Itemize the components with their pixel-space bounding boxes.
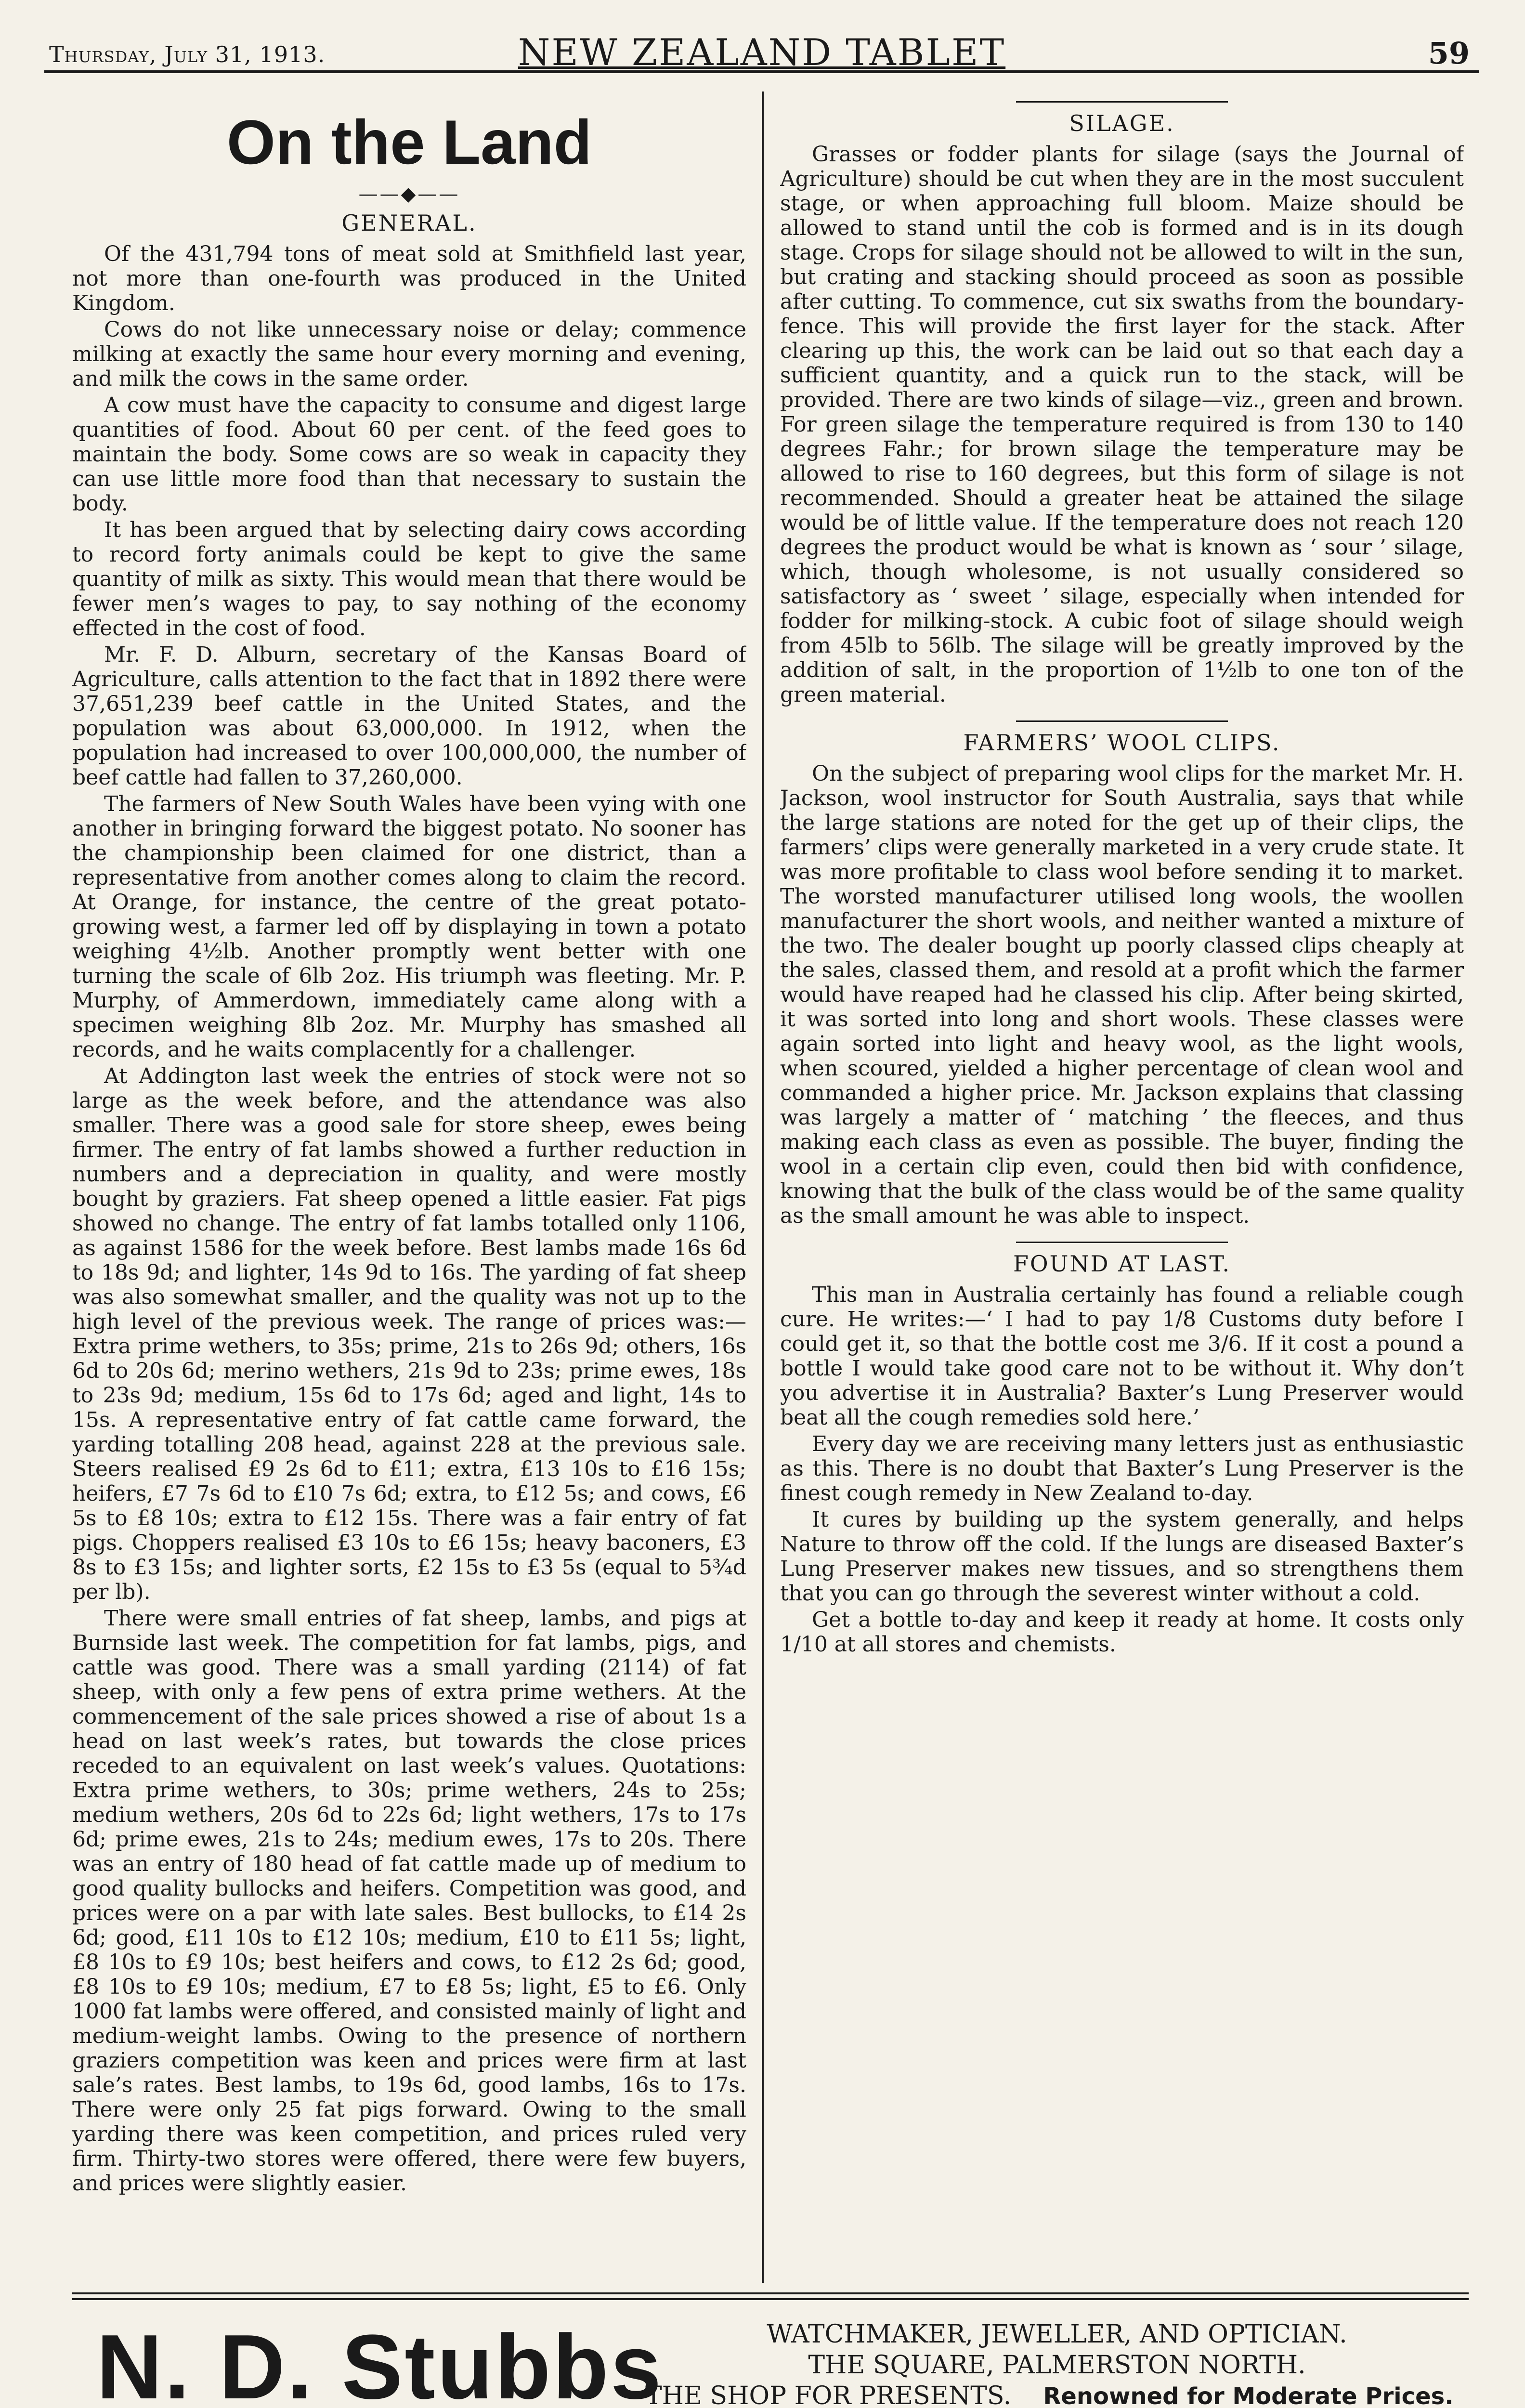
paragraph: This man in Australia certainly has found a reliable cough cure. He writes:—‘ I had to pay 1/8 Customs duty before I could get it, so that the bottle cost me 3/6. If it cost a pound a bottle I would take good care not to be without it. Why don’t you advertise it in Australia? Baxter’s Lung Preserver would beat all the cough remedies sold here.’	[780, 1283, 1464, 1430]
paragraph: Every day we are receiving many letters just as enthusiastic as this. There is no doubt that Baxter’s Lung Preserver is the finest cough remedy in New Zealand to-day.	[780, 1432, 1464, 1505]
advert-tagline: Renowned for Moderate Prices.	[1043, 2383, 1454, 2408]
paragraph: The farmers of New South Wales have been vying with one another in bringing forward the biggest potato. No sooner has the championship been claimed for one district, than a representative from another comes along to claim the record. At Orange, for instance, the centre of the great potato-growing west, a farmer led off by displaying in town a potato weighing 4½lb. Another promptly went better with one turning the scale of 6lb 2oz. His triumph was fleeting. Mr. P. Murphy, of Ammerdown, immediately came along with a specimen weighing 8lb 2oz. Mr. Murphy has smashed all records, and he waits complacently for a challenger.	[72, 792, 746, 1062]
paragraph: On the subject of preparing wool clips for the market Mr. H. Jackson, wool instructor for South Australia, says that while the large stations are noted for the get up of their clips, the farmers’ clips were generally marketed in a very crude state. It was more profitable to class wool before sending it to market. The worsted manufacturer utilised long wools, the woollen manufacturer the short wools, and neither wanted a mixture of the two. The dealer bought up poorly classed clips cheaply at the sales, classed them, and resold at a profit which the farmer would have reaped had he classed his clip. After being skirted, it was sorted into long and short wools. These classes were again sorted into light and heavy wool, as the light wools, when scoured, yielded a higher percentage of clean wool and commanded a higher price. Mr. Jackson explains that classing was largely a matter of ‘ matching ’ the fleeces, and thus making each class as even as possible. The buyer, finding the wool in a certain clip even, could then bid with confidence, knowing that the bulk of the class would be of the same quality as the small amount he was able to inspect.	[780, 761, 1464, 1228]
paragraph: Grasses or fodder plants for silage (says the Journal of Agriculture) should be cut when they are in the most succulent stage, or when approaching full bloom. Maize should be allowed to stand until the cob is formed and is in its dough stage. Crops for silage should not be allowed to wilt in the sun, but crating and stacking should proceed as soon as possible after cutting. To commence, cut six swaths from the boundary-fence. This will provide the first layer for the stack. After clearing up this, the work can be laid out so that each day a sufficient quantity, and a quick run to the stack, will be provided. There are two kinds of silage—viz., green and brown. For green silage the temperature required is from 130 to 140 degrees Fahr.; for brown silage the temperature may be allowed to rise to 160 degrees, but this form of silage is not recommended. Should a greater heat be attained the silage would be of little value. If the temperature does not reach 120 degrees the product would be what is known as ‘ sour ’ silage, which, though wholesome, is not usually considered so satisfactory as ‘ sweet ’ silage, especially when intended for fodder for milking-stock. A cubic foot of silage should weigh from 45lb to 56lb. The silage will be greatly improved by the addition of salt, in the proportion of 1½lb to one ton of the green material.	[780, 142, 1464, 707]
advert-name: N. D. Stubbs	[96, 2316, 664, 2408]
paragraph: There were small entries of fat sheep, lambs, and pigs at Burnside last week. The competition for fat lambs, pigs, and cattle was good. There was a small yarding (2114) of fat sheep, with only a few pens of extra prime wethers. At the commencement of the sale prices showed a rise of about 1s a head on last week’s rates, but towards the close prices receded to an equivalent on last week’s values. Quotations: Extra prime wethers, to 30s; prime wethers, 24s to 25s; medium wethers, 20s 6d to 22s 6d; light wethers, 17s to 17s 6d; prime ewes, 21s to 24s; medium ewes, 17s to 20s. There was an entry of 180 head of fat cattle made up of medium to good quality bullocks and heifers. Competition was good, and prices were on a par with late sales. Best bullocks, to £14 2s 6d; good, £11 10s to £12 10s; medium, £10 to £11 5s; light, £8 10s to £9 10s; best heifers and cows, to £12 2s 6d; good, £8 10s to £9 10s; medium, £7 to £8 5s; light, £5 to £6. Only 1000 fat lambs were offered, and consisted mainly of light and medium-weight lambs. Owing to the presence of northern graziers competition was keen and prices were firm at last sale’s rates. Best lambs, to 19s 6d, good lambs, 16s to 17s. There were only 25 fat pigs forward. Owing to the small yarding there was keen competition, and prices ruled very firm. Thirty-two stores were offered, there were few buyers, and prices were slightly easier.	[72, 1606, 746, 2196]
paragraph: At Addington last week the entries of stock were not so large as the week before, and the attendance was also smaller. There was a good sale for store sheep, ewes being firmer. The entry of fat lambs showed a further reduction in numbers and a depreciation in quality, and were mostly bought by graziers. Fat sheep opened a little easier. Fat pigs showed no change. The entry of fat lambs totalled only 1106, as against 1586 for the week before. Best lambs made 16s 6d to 18s 9d; and lighter, 14s 9d to 16s. The yarding of fat sheep was also somewhat smaller, and the quality was not up to the high level of the previous week. The range of prices was:—Extra prime wethers, to 35s; prime, 21s to 26s 9d; others, 16s 6d to 20s 6d; merino wethers, 21s 9d to 23s; prime ewes, 18s to 23s 9d; medium, 15s 6d to 17s 6d; aged and light, 14s to 15s. A representative entry of fat cattle came forward, the yarding totalling 208 head, against 228 at the previous sale. Steers realised £9 2s 6d to £11; extra, £13 10s to £16 15s; heifers, £7 7s 6d to £10 7s 6d; extra, to £12 5s; and cows, £6 5s to £8 10s; extra to £12 15s. There was a fair entry of fat pigs. Choppers realised £3 10s to £6 15s; heavy baconers, £3 8s to £3 15s; and lighter sorts, £2 15s to £3 5s (equal to 5¾d per lb).	[72, 1064, 746, 1604]
section-heading-general: GENERAL.	[341, 210, 477, 236]
paragraph: A cow must have the capacity to consume and digest large quantities of food. About 60 per cent. of the feed goes to maintain the body. Some cows are so weak in capacity they can use little more food than that necessary to sustain the body.	[72, 393, 746, 516]
paragraph: Cows do not like unnecessary noise or delay; commence milking at exactly the same hour every morning and evening, and milk the cows in the same order.	[72, 317, 746, 391]
page-number: 59	[1428, 36, 1470, 71]
advert-line-2: THE SQUARE, PALMERSTON NORTH.	[808, 2351, 1306, 2380]
paragraph: It cures by building up the system generally, and helps Nature to throw off the cold. If the lungs are diseased Baxter’s Lung Preserver makes new tissues, and so strengthens them that you can go through the severest winter without a cold.	[780, 1507, 1464, 1606]
paragraph: Of the 431,794 tons of meat sold at Smithfield last year, not more than one-fourth was produced in the United Kingdom.	[72, 242, 746, 315]
footer-rule	[72, 2292, 1469, 2300]
left-column	[72, 96, 746, 2283]
issue-date: Thursday, July 31, 1913.	[49, 41, 326, 67]
section-heading-wool: FARMERS’ WOOL CLIPS.	[963, 730, 1281, 756]
feature-title: On the Land	[226, 107, 592, 177]
advert-details	[645, 2319, 1469, 2408]
title-ornament: ——◆——	[358, 183, 460, 205]
section-rule	[1016, 101, 1228, 103]
section-rule	[1016, 1242, 1228, 1243]
paragraph: Get a bottle to-day and keep it ready at home. It costs only 1/10 at all stores and chemists.	[780, 1608, 1464, 1657]
column-divider	[762, 92, 764, 2283]
section-heading-found: FOUND AT LAST.	[1013, 1251, 1231, 1277]
paragraph: Mr. F. D. Alburn, secretary of the Kansas Board of Agriculture, calls attention to the fact that in 1892 there were 37,651,239 beef cattle in the United States, and the population was about 63,000,000. In 1912, when the population had increased to over 100,000,000, the number of beef cattle had fallen to 37,260,000.	[72, 642, 746, 790]
section-heading-silage: SILAGE.	[1069, 110, 1175, 136]
masthead-title: NEW ZEALAND TABLET	[518, 31, 1006, 74]
page-header	[44, 27, 1479, 73]
advert-slogan: THE SHOP FOR PRESENTS.	[645, 2382, 1012, 2408]
advert-line-3	[645, 2381, 1469, 2408]
right-column	[780, 96, 1464, 2283]
section-rule	[1016, 720, 1228, 722]
paragraph: It has been argued that by selecting dairy cows according to record forty animals could be kept to give the same quantity of milk as sixty. This would mean that there would be fewer men’s wages to pay, to say nothing of the economy effected in the cost of food.	[72, 518, 746, 641]
advert-line-1: WATCHMAKER, JEWELLER, AND OPTICIAN.	[767, 2320, 1347, 2349]
